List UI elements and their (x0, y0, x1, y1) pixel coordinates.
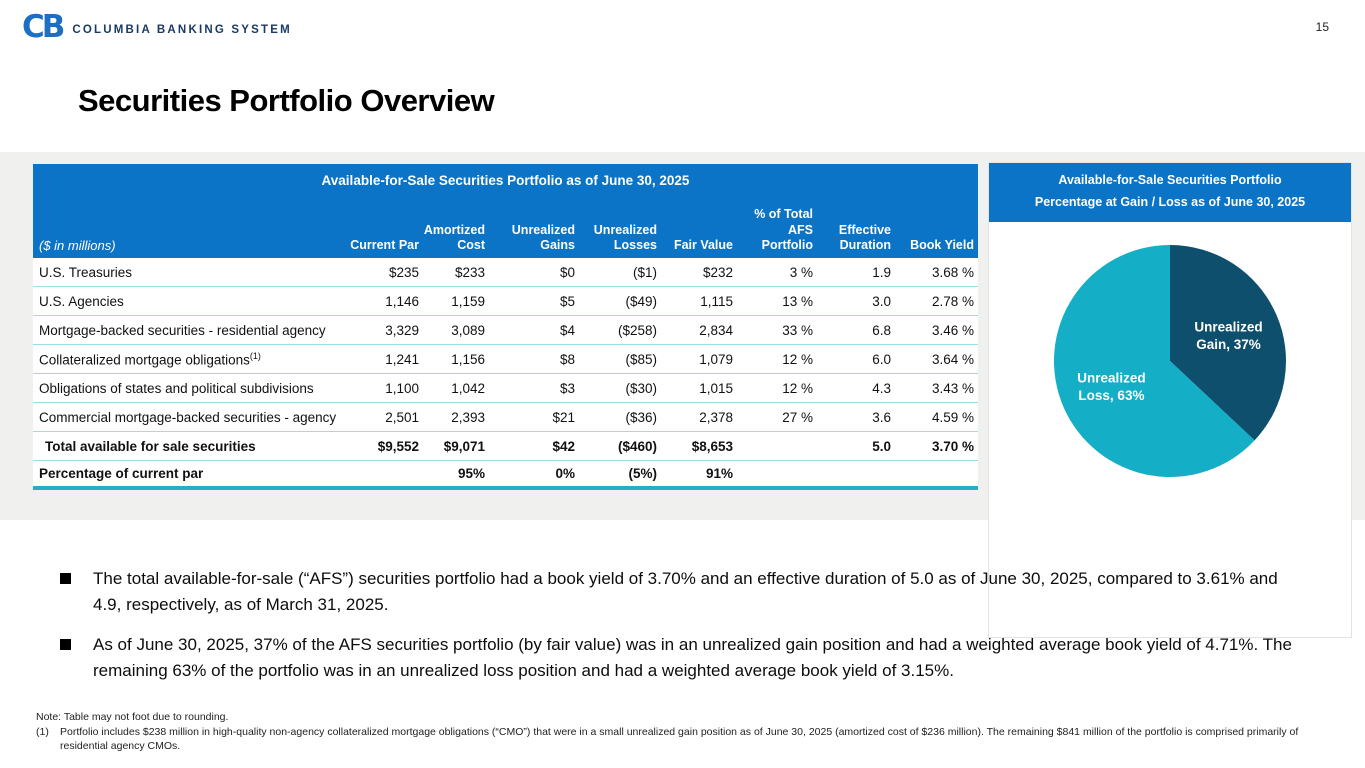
cell: ($1) (632, 264, 657, 280)
row-label: U.S. Treasuries (39, 264, 133, 280)
pie-title-line2: Percentage at Gain / Loss as of June 30, 2025 (1034, 194, 1306, 209)
brand-header (22, 9, 292, 45)
cell: 1,015 (699, 380, 733, 396)
row-label: Commercial mortgage-backed securities - agency (39, 409, 337, 425)
cell: 13 % (782, 293, 813, 309)
bullet-list (60, 566, 1300, 697)
cell: (5%) (628, 466, 657, 481)
cell: 2,393 (451, 409, 485, 425)
cell: 3.46 % (931, 322, 974, 338)
pie-title-line1: Available-for-Sale Securities Portfolio (1058, 173, 1282, 187)
cell: 1,146 (385, 293, 419, 309)
cell: 4.59 % (931, 409, 974, 425)
cell: 33 % (782, 322, 813, 338)
cell: 2.78 % (931, 293, 974, 309)
bullet-text: As of June 30, 2025, 37% of the AFS securities portfolio (by fair value) was in an unrealized gain position and had a weighted average book yield of 4.71%. The remaining 63% of the portfolio was in an unrealized loss position and had a weighted average book yield of 3.15%. (93, 634, 1292, 681)
cell: 2,378 (699, 409, 733, 425)
cell: 3.43 % (931, 380, 974, 396)
cell: 5.0 (872, 438, 891, 454)
cell: $0 (559, 264, 575, 280)
col-current-par: Current Par (350, 238, 419, 253)
cell: $5 (559, 293, 575, 309)
cell: ($460) (617, 438, 657, 454)
table-percentage-row (33, 461, 978, 490)
page-number: 15 (1315, 20, 1329, 34)
col-pct-total-afs: % of Total AFS Portfolio (754, 207, 813, 253)
cell: $235 (388, 264, 419, 280)
col-effective-duration: Effective Duration (838, 222, 891, 253)
col-unrealized-gains: Unrealized Gains (511, 222, 575, 253)
pie-slice-label: Unrealized Gain, 37% (1194, 319, 1263, 352)
cell: 1,115 (700, 293, 733, 309)
bullet-text: The total available-for-sale (“AFS”) securities portfolio had a book yield of 3.70% and an effective duration of 5.0 as of June 30, 2025, compared to 3.61% and 4.9, respectively, as of March 31, 2025. (93, 569, 1278, 615)
cell: 4.3 (872, 380, 891, 396)
col-fair-value: Fair Value (673, 238, 733, 253)
cell: $9,071 (443, 438, 485, 454)
cell: ($36) (625, 409, 657, 425)
table-header (33, 164, 978, 258)
cell: 2,501 (385, 409, 419, 425)
col-book-yield: Book Yield (910, 238, 974, 253)
square-bullet-icon (60, 639, 71, 650)
cell: $232 (702, 264, 733, 280)
gain-loss-pie-chart (989, 222, 1351, 500)
cell: $8 (559, 351, 575, 367)
cell: 1.9 (872, 264, 891, 280)
cell: $4 (559, 322, 575, 338)
col-amortized-cost: Amortized Cost (423, 222, 485, 253)
row-label: U.S. Agencies (39, 293, 124, 309)
footnote-1 (36, 725, 1336, 754)
cell: ($49) (625, 293, 657, 309)
cell: 91% (705, 466, 733, 481)
cell: $9,552 (377, 438, 419, 454)
cell: 3,089 (451, 322, 485, 338)
cell: 1,156 (451, 351, 485, 367)
cell: $42 (552, 438, 575, 454)
table-row (33, 287, 978, 316)
row-label: Total available for sale securities (45, 438, 256, 454)
cell: ($30) (625, 380, 657, 396)
cell: 3,329 (385, 322, 419, 338)
cell: 0% (555, 466, 575, 481)
table-row (33, 258, 978, 287)
list-item (60, 566, 1300, 619)
cell: $21 (552, 409, 575, 425)
pie-chart (989, 222, 1351, 500)
cell: 1,241 (385, 351, 419, 367)
cell: 1,079 (699, 351, 733, 367)
cell: 2,834 (699, 322, 733, 338)
cell: 1,042 (451, 380, 485, 396)
row-label: Obligations of states and political subdivisions (39, 380, 314, 396)
footnote-marker: (1) (36, 725, 49, 738)
table-row (33, 345, 978, 374)
columbia-banking-logo-icon: CB (22, 9, 63, 45)
brand-name: COLUMBIA BANKING SYSTEM (72, 23, 292, 36)
row-label-text: Collateralized mortgage obligations (39, 352, 250, 368)
cell: $233 (454, 264, 485, 280)
footnotes (36, 710, 1336, 754)
cell: 1,159 (451, 293, 485, 309)
content-band (0, 152, 1365, 520)
table-row (33, 316, 978, 345)
table-row (33, 403, 978, 432)
cell: ($258) (617, 322, 657, 338)
row-label: Mortgage-backed securities - residential agency (39, 322, 326, 338)
cell: ($85) (625, 351, 657, 367)
table-column-headers (33, 192, 978, 258)
cell: 12 % (782, 380, 813, 396)
page-title: Securities Portfolio Overview (78, 83, 495, 118)
cell: 3.6 (872, 409, 891, 425)
col-unrealized-losses: Unrealized Losses (593, 222, 657, 253)
footnote-text: Portfolio includes $238 million in high-quality non-agency collateralized mortgage obligations (“CMO”) that were in a small unrealized gain position as of June 30, 2025 (amortized cost of $236 million). The remaining $841 million of the portfolio is comprised primarily of residential agency CMOs. (60, 725, 1299, 753)
pie-slice-label: Unrealized Loss, 63% (1077, 370, 1146, 403)
cell: 27 % (782, 409, 813, 425)
cell: 1,100 (385, 380, 419, 396)
row-label: Percentage of current par (39, 466, 204, 481)
cell: 95% (457, 466, 485, 481)
afs-securities-table (33, 164, 978, 490)
cell: $8,653 (691, 438, 733, 454)
rounding-note: Note: Table may not foot due to rounding. (36, 711, 229, 723)
cell: 3 % (789, 264, 813, 280)
footnote-ref: (1) (249, 350, 261, 361)
table-row (33, 374, 978, 403)
cell: 3.0 (872, 293, 891, 309)
square-bullet-icon (60, 573, 71, 584)
row-label (33, 351, 345, 368)
cell: 3.64 % (931, 351, 974, 367)
table-title: Available-for-Sale Securities Portfolio as of June 30, 2025 (321, 173, 690, 188)
table-total-row (33, 432, 978, 461)
cell: 6.8 (872, 322, 891, 338)
cell: 6.0 (872, 351, 891, 367)
cell: $3 (559, 380, 575, 396)
pie-chart-header (989, 163, 1351, 222)
cell: 3.68 % (931, 264, 974, 280)
units-label: ($ in millions) (39, 237, 116, 253)
cell: 12 % (782, 351, 813, 367)
list-item (60, 632, 1300, 685)
cell: 3.70 % (931, 438, 974, 454)
